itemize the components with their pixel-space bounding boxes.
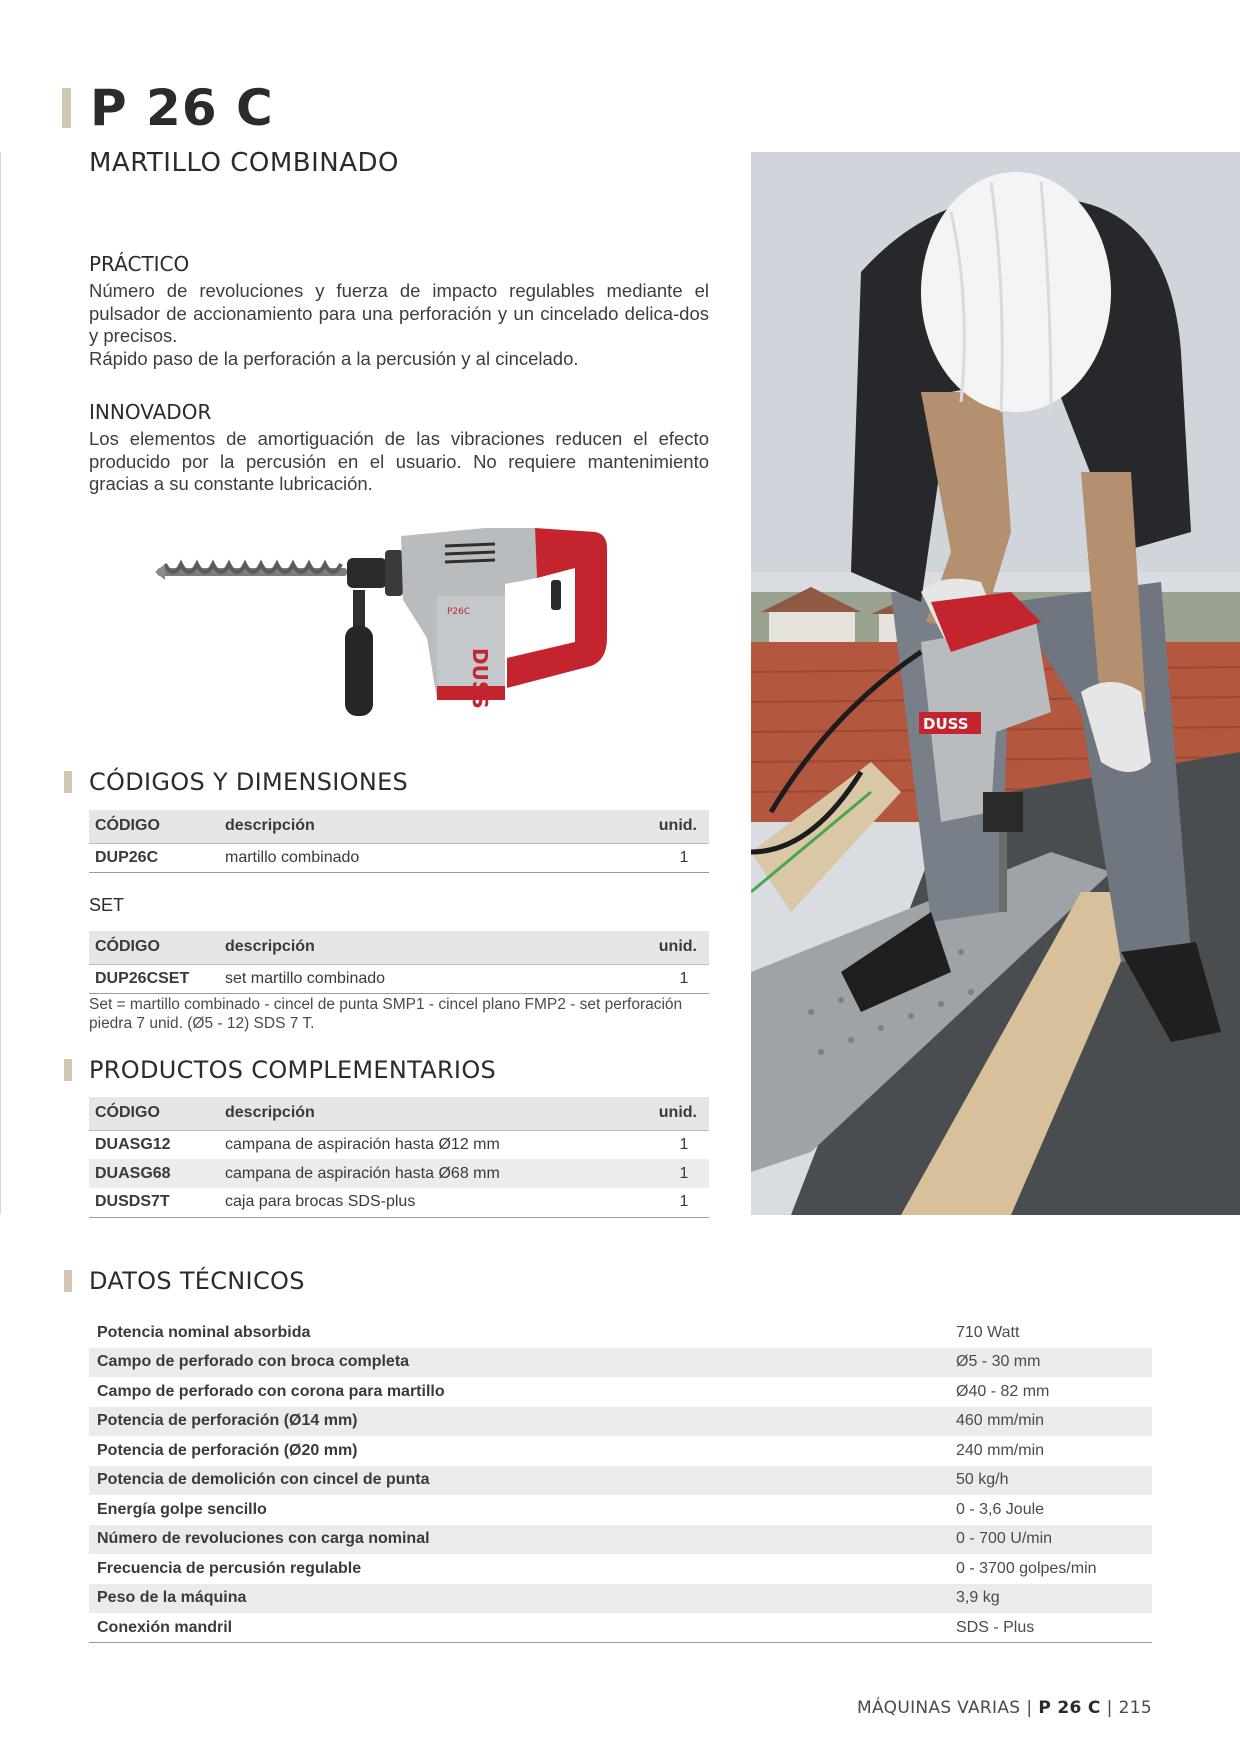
spec-value: SDS - Plus xyxy=(954,1613,1152,1643)
set-note: Set = martillo combinado - cincel de punta SMP1 - cincel plano FMP2 - set perforación piedra 7 unid. (Ø5 - 12) SDS 7 T. xyxy=(89,996,683,1032)
product-code: DUASG68 xyxy=(89,1159,219,1188)
spec-label: Campo de perforado con corona para martillo xyxy=(97,1382,445,1400)
spec-value: 3,9 kg xyxy=(954,1584,1152,1614)
technical-data-table xyxy=(89,1318,1152,1643)
spec-value: 460 mm/min xyxy=(954,1407,1152,1437)
complementary-table xyxy=(89,1097,709,1218)
product-code: DUP26C xyxy=(89,843,219,872)
column-header-unit: unid. xyxy=(649,810,709,843)
spec-label: Potencia de perforación (Ø14 mm) xyxy=(89,1407,954,1437)
table-row xyxy=(89,1407,1152,1437)
table-row xyxy=(89,1377,1152,1407)
product-description: caja para brocas SDS-plus xyxy=(219,1188,649,1217)
table-row xyxy=(89,1554,1152,1584)
table-row xyxy=(89,843,709,872)
table-row xyxy=(89,1348,1152,1378)
product-unit: 1 xyxy=(649,1188,709,1217)
column-header-unit: unid. xyxy=(649,931,709,964)
feature-innovador xyxy=(89,400,709,496)
column-header-code: CÓDIGO xyxy=(89,810,219,843)
column-header-description: descripción xyxy=(219,931,649,964)
feature-practico xyxy=(89,252,709,370)
rotary-hammer-product-image xyxy=(155,518,610,723)
complementary-section-title: PRODUCTOS COMPLEMENTARIOS xyxy=(89,1056,497,1084)
column-header-description: descripción xyxy=(219,810,649,843)
side-handle xyxy=(345,590,373,716)
table-row xyxy=(89,1159,709,1188)
feature-paragraph: Los elementos de amortiguación de las vibraciones reducen el efecto producido por la percusión en el usuario. No requiere mantenimiento gracias a su constante lubricación. xyxy=(89,428,709,494)
brand-logo: DUSS xyxy=(468,648,492,709)
product-description: campana de aspiración hasta Ø12 mm xyxy=(225,1135,500,1153)
tool-brand-label: DUSS xyxy=(923,715,969,733)
spec-value: 0 - 700 U/min xyxy=(954,1525,1152,1555)
drill-bit xyxy=(155,564,347,580)
page-footer xyxy=(857,1698,1152,1718)
spec-value: 50 kg/h xyxy=(954,1466,1152,1496)
chuck xyxy=(347,558,387,588)
feature-heading: PRÁCTICO xyxy=(89,252,190,276)
column-header-code: CÓDIGO xyxy=(89,1097,219,1130)
safety-helmet xyxy=(921,172,1111,412)
spec-value: 240 mm/min xyxy=(956,1441,1045,1459)
spec-label: Energía golpe sencillo xyxy=(97,1500,267,1518)
section-accent-bar xyxy=(64,1270,72,1292)
product-description: martillo combinado xyxy=(219,843,649,872)
set-table xyxy=(89,931,709,994)
feature-heading: INNOVADOR xyxy=(89,400,212,424)
page-edge-rule xyxy=(0,152,1,1214)
column-header-code: CÓDIGO xyxy=(89,931,219,964)
spec-label: Conexión mandril xyxy=(89,1613,954,1643)
feature-paragraph: Número de revoluciones y fuerza de impacto regulables mediante el pulsador de accionamiento para una perforación y un cincelado delica-dos y precisos. xyxy=(89,280,709,346)
spec-value: Ø40 - 82 mm xyxy=(956,1382,1050,1400)
product-unit: 1 xyxy=(649,843,709,872)
page-title: P 26 C xyxy=(90,79,274,137)
tech-section-title: DATOS TÉCNICOS xyxy=(89,1267,305,1295)
feature-paragraph: Rápido paso de la perforación a la percusión y al cincelado. xyxy=(89,347,579,369)
spec-label: Potencia de demolición con cincel de punta xyxy=(89,1466,954,1496)
table-header-row xyxy=(89,931,709,964)
table-row xyxy=(89,964,709,993)
spec-value: Ø5 - 30 mm xyxy=(954,1348,1152,1378)
table-header-row xyxy=(89,810,709,843)
page-number: 215 xyxy=(1118,1698,1152,1718)
page-subtitle: MARTILLO COMBINADO xyxy=(89,148,399,178)
table-row xyxy=(89,1584,1152,1614)
product-description: set martillo combinado xyxy=(219,964,649,993)
product-code: DUSDS7T xyxy=(89,1188,219,1217)
table-row xyxy=(89,1318,1152,1348)
spec-value: 710 Watt xyxy=(956,1323,1020,1341)
table-row xyxy=(89,1613,1152,1643)
set-label: SET xyxy=(89,895,125,915)
product-unit: 1 xyxy=(679,1135,689,1153)
table-row xyxy=(89,1188,709,1217)
spec-value: 0 - 3,6 Joule xyxy=(956,1500,1045,1518)
footer-separator: | xyxy=(1026,1698,1033,1718)
product-description: campana de aspiración hasta Ø68 mm xyxy=(219,1159,649,1188)
codes-table xyxy=(89,810,709,873)
table-header-row xyxy=(89,1097,709,1130)
title-accent-bar xyxy=(62,88,71,128)
product-code: DUP26CSET xyxy=(89,964,219,993)
footer-category: MÁQUINAS VARIAS xyxy=(857,1698,1021,1718)
table-row xyxy=(89,1130,709,1159)
footer-separator: | xyxy=(1106,1698,1113,1718)
trigger xyxy=(551,580,561,610)
spec-label: Frecuencia de percusión regulable xyxy=(97,1559,362,1577)
product-code: DUASG12 xyxy=(95,1135,171,1153)
product-unit: 1 xyxy=(649,964,709,993)
table-row xyxy=(89,1495,1152,1525)
table-row xyxy=(89,1525,1152,1555)
spec-label: Número de revoluciones con carga nominal xyxy=(89,1525,954,1555)
section-accent-bar xyxy=(64,771,72,793)
spec-value: 0 - 3700 golpes/min xyxy=(956,1559,1097,1577)
spec-label: Peso de la máquina xyxy=(89,1584,954,1614)
table-row xyxy=(89,1466,1152,1496)
product-unit: 1 xyxy=(649,1159,709,1188)
spec-label: Campo de perforado con broca completa xyxy=(89,1348,954,1378)
table-row xyxy=(89,1436,1152,1466)
model-label: P26C xyxy=(447,607,471,617)
worker-using-hammer-photo xyxy=(751,152,1240,1215)
section-accent-bar xyxy=(64,1059,72,1081)
column-header-description: descripción xyxy=(219,1097,649,1130)
column-header-unit: unid. xyxy=(649,1097,709,1130)
footer-model: P 26 C xyxy=(1038,1698,1101,1718)
spec-label: Potencia nominal absorbida xyxy=(97,1323,311,1341)
spec-label: Potencia de perforación (Ø20 mm) xyxy=(97,1441,358,1459)
codes-section-title: CÓDIGOS Y DIMENSIONES xyxy=(89,768,409,796)
